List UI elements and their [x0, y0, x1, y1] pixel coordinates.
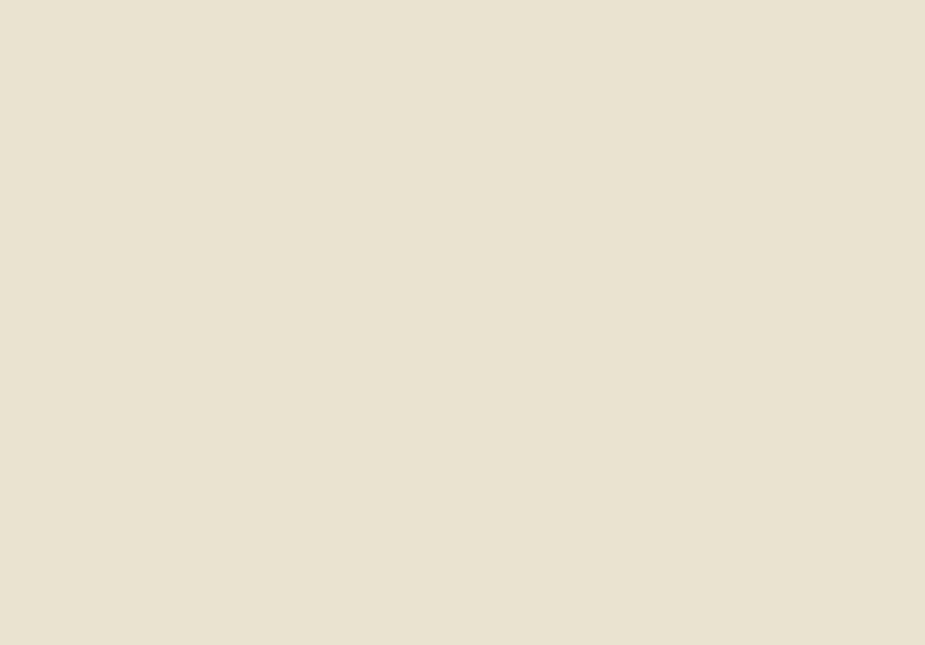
- text-line-1: [19, 60, 913, 86]
- text-line-2: [19, 86, 913, 112]
- text-line-3: [19, 111, 913, 137]
- text-line-16: [19, 444, 913, 470]
- body-text: [19, 60, 913, 546]
- text-line-9: [19, 265, 913, 291]
- text-line-8: [19, 239, 913, 265]
- text-line-15: [19, 418, 913, 444]
- text-line-6: [19, 188, 913, 214]
- text-line-12: [19, 342, 913, 368]
- text-line-19: [19, 521, 913, 547]
- text-line-10: [19, 290, 913, 316]
- text-line-4: [19, 137, 913, 163]
- text-line-14: [19, 393, 913, 419]
- text-line-17: [19, 470, 913, 496]
- text-line-13: [19, 367, 913, 393]
- text-line-5: [19, 162, 913, 188]
- text-line-18: [19, 495, 913, 521]
- text-line-7: [19, 214, 913, 240]
- text-line-11: [19, 316, 913, 342]
